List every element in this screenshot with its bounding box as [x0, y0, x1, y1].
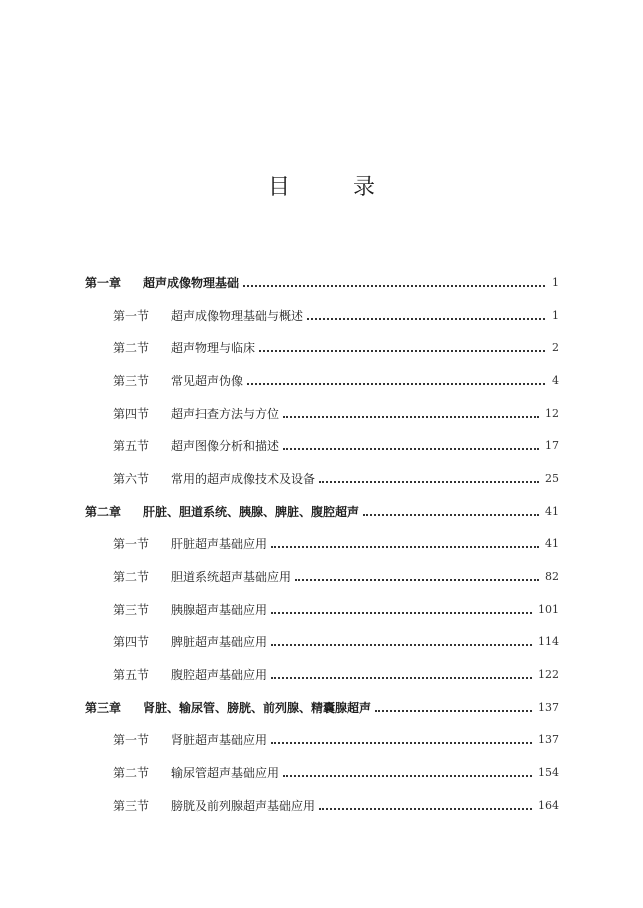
toc-entry[interactable]: [85, 397, 559, 430]
toc-entry[interactable]: [85, 560, 559, 593]
dot-leader: [271, 545, 539, 548]
dot-leader: [243, 284, 545, 287]
entry-page: 25: [545, 471, 559, 485]
entry-number: 第六节: [113, 471, 150, 486]
entry-title: 超声扫查方法与方位: [171, 406, 280, 421]
entry-number: 第一节: [113, 733, 150, 748]
entry-page: 17: [545, 439, 559, 453]
entry-title: 脾脏超声基础应用: [171, 635, 268, 650]
entry-page: 137: [538, 700, 559, 714]
dot-leader: [295, 578, 539, 581]
entry-number: 第二节: [113, 570, 150, 585]
entry-page: 2: [552, 341, 559, 355]
dot-leader: [375, 709, 532, 712]
entry-number: 第三节: [113, 373, 150, 388]
toc-entry[interactable]: [85, 756, 559, 789]
toc-entry[interactable]: [85, 364, 559, 397]
dot-leader: [283, 447, 539, 450]
entry-title: 常见超声伪像: [171, 373, 244, 388]
dot-leader: [319, 807, 532, 810]
dot-leader: [271, 611, 532, 614]
entry-number: 第二章: [85, 504, 122, 519]
entry-page: 82: [545, 570, 559, 584]
entry-page: 41: [545, 537, 559, 551]
entry-title: 腹腔超声基础应用: [171, 668, 268, 683]
dot-leader: [307, 317, 545, 320]
dot-leader: [271, 676, 532, 679]
dot-leader: [319, 480, 539, 483]
dot-leader: [363, 513, 539, 516]
entry-number: 第四节: [113, 635, 150, 650]
entry-number: 第一节: [113, 308, 150, 323]
toc-entry[interactable]: [85, 528, 559, 561]
entry-title: 超声图像分析和描述: [171, 439, 280, 454]
dot-leader: [283, 415, 539, 418]
dot-leader: [247, 382, 545, 385]
entry-page: 164: [538, 798, 559, 812]
entry-page: 101: [538, 602, 559, 616]
dot-leader: [271, 643, 532, 646]
entry-page: 41: [545, 504, 559, 518]
entry-title: 常用的超声成像技术及设备: [171, 471, 316, 486]
entry-title: 胰腺超声基础应用: [171, 602, 268, 617]
entry-number: 第二节: [113, 341, 150, 356]
entry-title: 肾脏超声基础应用: [171, 733, 268, 748]
entry-title: 肝脏、胆道系统、胰腺、脾脏、腹腔超声: [143, 504, 360, 519]
entry-title: 输尿管超声基础应用: [171, 766, 280, 781]
entry-page: 4: [552, 373, 559, 387]
dot-leader: [259, 349, 545, 352]
entry-number: 第一章: [85, 275, 122, 290]
toc-entry[interactable]: [85, 495, 559, 528]
entry-page: 137: [538, 733, 559, 747]
toc-entry[interactable]: [85, 429, 559, 462]
dot-leader: [283, 774, 532, 777]
toc-entry[interactable]: [85, 724, 559, 757]
toc-entry[interactable]: [85, 266, 559, 299]
toc-list: [85, 266, 559, 822]
entry-page: 12: [545, 406, 559, 420]
toc-entry[interactable]: [85, 789, 559, 822]
entry-number: 第三节: [113, 798, 150, 813]
entry-page: 1: [552, 275, 559, 289]
toc-entry[interactable]: [85, 593, 559, 626]
entry-number: 第三章: [85, 700, 122, 715]
entry-number: 第五节: [113, 668, 150, 683]
toc-entry[interactable]: [85, 626, 559, 659]
entry-number: 第五节: [113, 439, 150, 454]
dot-leader: [271, 741, 532, 744]
entry-page: 1: [552, 308, 559, 322]
toc-entry[interactable]: [85, 299, 559, 332]
toc-entry[interactable]: [85, 331, 559, 364]
entry-title: 胆道系统超声基础应用: [171, 570, 292, 585]
entry-title: 膀胱及前列腺超声基础应用: [171, 798, 316, 813]
toc-entry[interactable]: [85, 462, 559, 495]
entry-title: 超声物理与临床: [171, 341, 256, 356]
toc-entry[interactable]: [85, 658, 559, 691]
toc-heading: 目 录: [268, 175, 403, 200]
entry-number: 第三节: [113, 602, 150, 617]
entry-title: 肝脏超声基础应用: [171, 537, 268, 552]
entry-title: 肾脏、输尿管、膀胱、前列腺、精囊腺超声: [143, 700, 372, 715]
entry-title: 超声成像物理基础: [143, 275, 240, 290]
entry-page: 122: [538, 668, 559, 682]
entry-number: 第二节: [113, 766, 150, 781]
toc-entry[interactable]: [85, 691, 559, 724]
entry-page: 114: [538, 635, 559, 649]
entry-title: 超声成像物理基础与概述: [171, 308, 304, 323]
entry-page: 154: [538, 766, 559, 780]
entry-number: 第四节: [113, 406, 150, 421]
entry-number: 第一节: [113, 537, 150, 552]
